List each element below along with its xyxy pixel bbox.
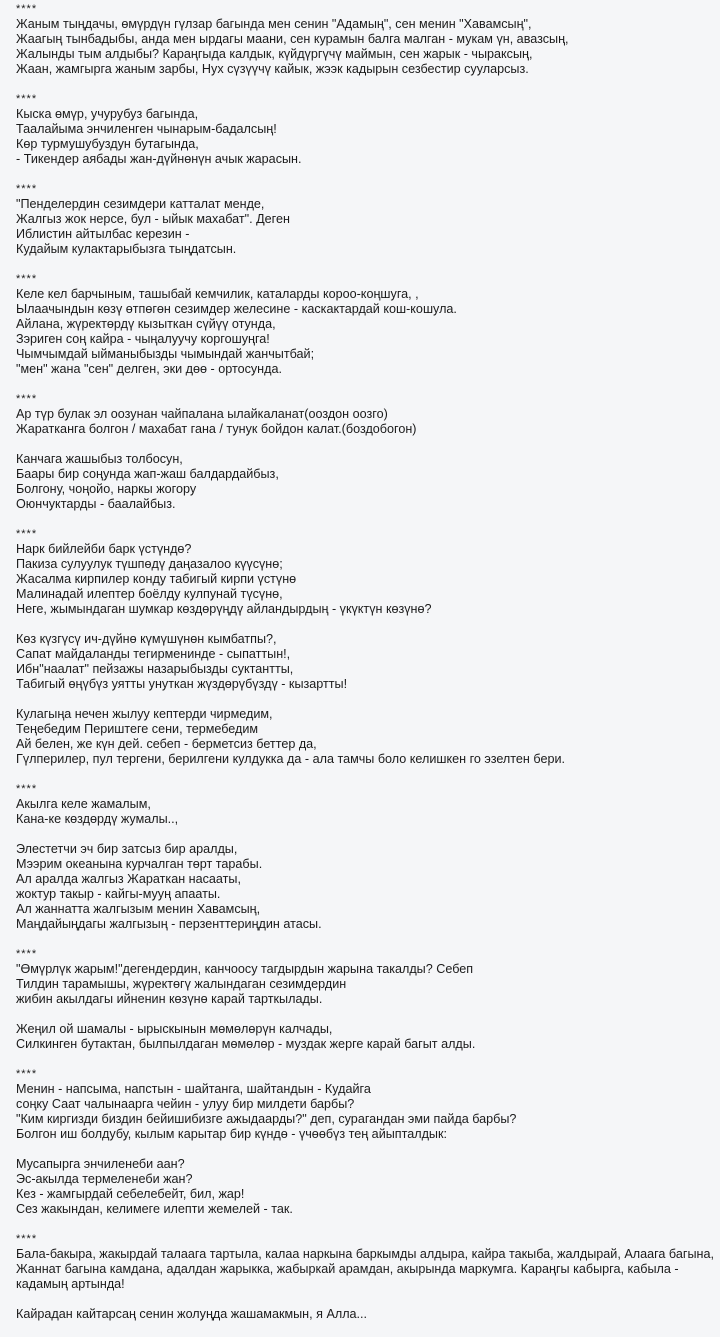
blank-line: [16, 932, 716, 947]
poem-line: Келе кел барчыным, ташыбай кемчилик, каталарды короо-коңшуга, ,: [16, 287, 419, 301]
section-separator: ****: [16, 948, 38, 960]
poem-line: Жалгыз жок нерсе, бул - ыйык махабат". Деген: [16, 212, 290, 226]
poem-section: [16, 1232, 716, 1322]
blank-line: [16, 257, 716, 272]
poem-line: Ай белен, же күн дей. себеп - берметсиз беттер да,: [16, 737, 317, 751]
poem-line: жибин акылдагы ийненин көзүнө карай тарткылады.: [16, 992, 323, 1006]
poem-line: Иблистин айтылбас керезин -: [16, 227, 190, 241]
poem-section: [16, 392, 716, 512]
poem-line: Кана-ке көздөрдү жумалы..,: [16, 812, 179, 826]
blank-line: [16, 377, 716, 392]
section-separator: ****: [16, 393, 38, 405]
poem-line: Сез жакындан, келимеге илепти жемелей - так.: [16, 1202, 293, 1216]
poem-line: Канчага жашыбыз толбосун,: [16, 452, 183, 466]
section-separator: ****: [16, 3, 38, 15]
section-separator: ****: [16, 783, 38, 795]
poem-document: [16, 2, 716, 1322]
poem-line: Кудайым кулактарыбызга тыңдатсын.: [16, 242, 237, 256]
poem-line: Неге, жымындаган шумкар көздөрүңдү айландырдың - үкүктүн көзүнө?: [16, 602, 432, 616]
poem-line: Жасалма кирпилер конду табигый кирпи үстүнө: [16, 572, 297, 586]
poem-line: Тилдин тарамышы, жүректөгү жалындаган сезимдердин: [16, 977, 347, 991]
poem-line: Оюнчуктарды - баалайбыз.: [16, 497, 176, 511]
poem-line: "мен" жана "сен" делген, эки дөө - ортосунда.: [16, 362, 282, 376]
poem-line: Көз күзгүсү ич-дүйнө күмүшүнөн кымбатпы?,: [16, 632, 277, 646]
poem-section: [16, 92, 716, 167]
poem-line: соңку Саат чалынаарга чейин - улуу бир милдети барбы?: [16, 1097, 355, 1111]
poem-line: Табигый өңүбүз уятты унуткан жүздөрүбүздү - кызартты!: [16, 677, 348, 691]
poem-line: Элестетчи эч бир затсыз бир аралды,: [16, 842, 238, 856]
poem-section: [16, 947, 716, 1052]
poem-line: "Ким киргизди биздин бейишибизге ажыдаарды?" деп, сурагандан эми пайда барбы?: [16, 1112, 517, 1126]
poem-line: Нарк бийлейби барк үстүндө?: [16, 542, 192, 556]
poem-line: Гүлперилер, пул тергени, берилгени кулдукка да - ала тамчы боло келишкен го эзелтен бери.: [16, 752, 565, 766]
blank-line: [16, 827, 716, 842]
poem-line: Айлана, жүректөрдү кызыткан сүйүү отунда,: [16, 317, 276, 331]
section-separator: ****: [16, 273, 38, 285]
poem-line: Жаратканга болгон / махабат гана / тунук бойдон калат.(боздобогон): [16, 422, 417, 436]
poem-line: жоктур такыр - кайгы-мууң апааты.: [16, 887, 221, 901]
poem-line: Мээрим океанына курчалган төрт тарабы.: [16, 857, 263, 871]
blank-line: [16, 437, 716, 452]
poem-line: Баары бир соңунда жап-жаш балдардайбыз,: [16, 467, 279, 481]
poem-line: Кайрадан кайтарсаң сенин жолуңда жашамакмын, я Алла...: [16, 1307, 368, 1321]
poem-line: Ал аралда жалгыз Жараткан насааты,: [16, 872, 241, 886]
section-separator: ****: [16, 183, 38, 195]
blank-line: [16, 692, 716, 707]
blank-line: [16, 617, 716, 632]
poem-line: Менин - напсыма, напстын - шайтанга, шайтандын - Кудайга: [16, 1082, 371, 1096]
poem-section: [16, 182, 716, 257]
poem-line: "Өмүрлүк жарым!"дегендердин, канчоосу тагдырдын жарына такалды? Себеп: [16, 962, 474, 976]
blank-line: [16, 1292, 716, 1307]
section-separator: ****: [16, 1233, 38, 1245]
poem-line: Көр турмушубуздун бутагында,: [16, 137, 199, 151]
poem-section: [16, 782, 716, 932]
poem-section: [16, 2, 716, 77]
poem-line: Жаным тыңдачы, өмүрдүн гүлзар багында мен сенин "Адамың", сен менин "Хавамсың",: [16, 17, 532, 31]
poem-line: Жалынды тым алдыбы? Караңгыда калдык, күйдүргүчү маймын, сен жарык - чыраксың,: [16, 47, 533, 61]
poem-line: - Тикендер аябады жан-дүйнөнүн ачык жарасын.: [16, 152, 302, 166]
poem-line: Чымчымдай ыйманыбызды чымындай жанчытбай;: [16, 347, 315, 361]
poem-line: Ылаачындын көзү өтпөгөн сезимдер желесине - каскактардай кош-кошула.: [16, 302, 457, 316]
poem-line: Акылга келе жамалым,: [16, 797, 151, 811]
poem-line: "Пенделердин сезимдери катталат менде,: [16, 197, 265, 211]
blank-line: [16, 767, 716, 782]
poem-line: Болгон иш болдубу, кылым карытар бир күндө - үчөөбүз тең айыпталдык:: [16, 1127, 447, 1141]
poem-line: Болгону, чоңойо, наркы жогору: [16, 482, 197, 496]
poem-line: Ал жаннатта жалгызым менин Хавамсың,: [16, 902, 261, 916]
blank-line: [16, 167, 716, 182]
section-separator: ****: [16, 1068, 38, 1080]
poem-line: Теңебедим Периштеге сени, термебедим: [16, 722, 259, 736]
section-separator: ****: [16, 528, 38, 540]
poem-line: Эс-акылда термеленеби жан?: [16, 1172, 193, 1186]
blank-line: [16, 512, 716, 527]
poem-line: Кез - жамгырдай себелебейт, бил, жар!: [16, 1187, 245, 1201]
poem-section: [16, 272, 716, 377]
poem-line: Таалайыма энчиленген чынарым-бадалсың!: [16, 122, 277, 136]
poem-line: Сапат майдаланды тегирменинде - сыпаттын!,: [16, 647, 291, 661]
poem-section: [16, 1067, 716, 1217]
poem-line: Жаан, жамгырга жаным зарбы, Нух сүзүүчү кайык, жээк кадырын сезбестир сууларсыз.: [16, 62, 529, 76]
poem-line: Мусапырга энчиленеби аан?: [16, 1157, 185, 1171]
poem-line: Пакиза сулуулук түшпөдү даңазалоо күүсүнө;: [16, 557, 283, 571]
poem-line: Бала-бакыра, жакырдай талаага тартыла, калаа наркына баркымды алдыра, кайра такыба, жалдырай, Алаага багына, Жаннат багына камдана, адалдан жарыкка, жабыркай арамдан, акырында маркумга. Караңгы кабырга, кабыла - кадамың артында!: [16, 1247, 714, 1291]
poem-line: Ибн"наалат" пейзажы назарыбызды суктантты,: [16, 662, 294, 676]
section-separator: ****: [16, 93, 38, 105]
poem-line: Зэриген соң кайра - чыңалуучу коргошуңга!: [16, 332, 270, 346]
poem-line: Жеңил ой шамалы - ырыскынын мөмөлөрүн калчады,: [16, 1022, 333, 1036]
blank-line: [16, 1007, 716, 1022]
blank-line: [16, 77, 716, 92]
poem-line: Кулагыңа нечен жылуу кептерди чирмедим,: [16, 707, 273, 721]
blank-line: [16, 1052, 716, 1067]
poem-line: Маңдайыңдагы жалгызың - перзенттериңдин атасы.: [16, 917, 322, 931]
poem-line: Силкинген бутактан, былпылдаган мөмөлөр - муздак жерге карай багыт алды.: [16, 1037, 476, 1051]
blank-line: [16, 1142, 716, 1157]
poem-line: Жаагың тынбадыбы, анда мен ырдагы маани, сен курамын балга малган - мукам үн, авазсың,: [16, 32, 569, 46]
blank-line: [16, 1217, 716, 1232]
poem-line: Малинадай илептер боёлду кулпунай түсүнө,: [16, 587, 283, 601]
poem-line: Кыска өмүр, учурубуз багында,: [16, 107, 199, 121]
poem-line: Ар түр булак эл оозунан чайпалана ылайкаланат(ооздон оозго): [16, 407, 388, 421]
poem-section: [16, 527, 716, 767]
